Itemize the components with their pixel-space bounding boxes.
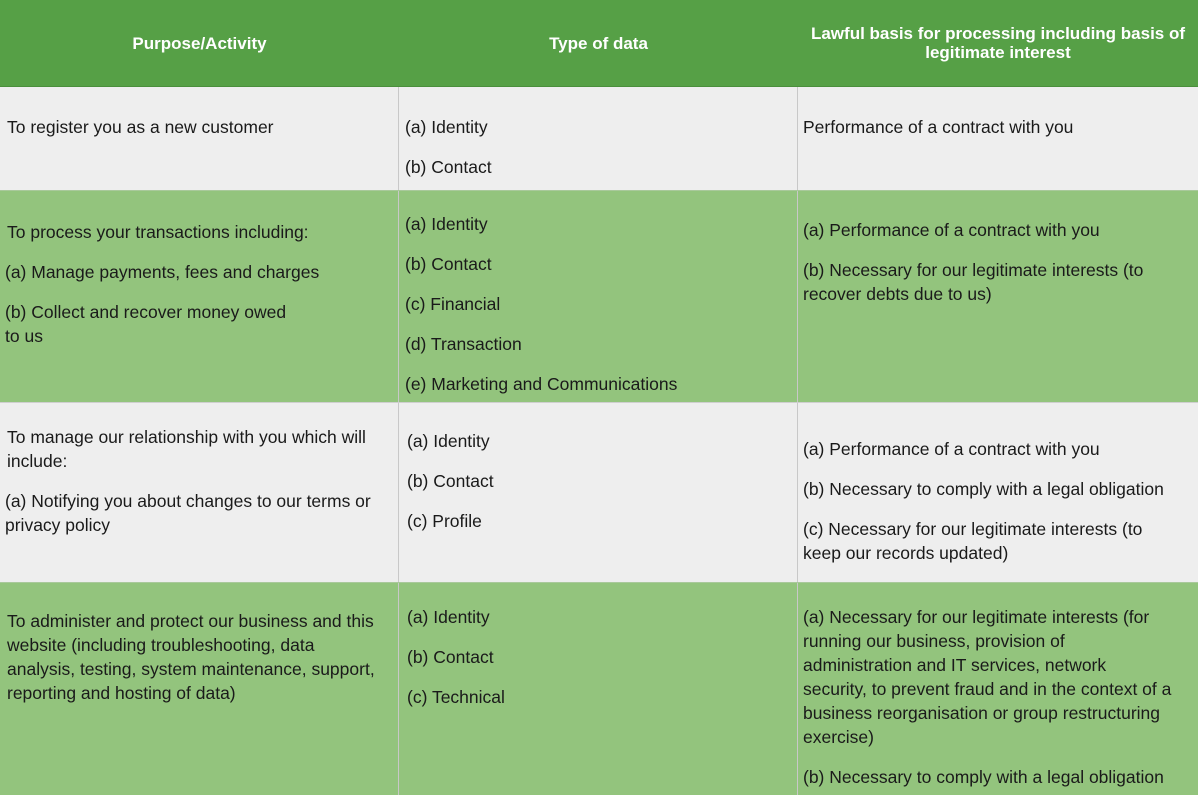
data-type-identity: (a) Identity bbox=[407, 607, 490, 627]
basis-text: (a) Performance of a contract with you bbox=[803, 439, 1100, 459]
basis-text-continued: security, to prevent fraud and in the context of a bbox=[803, 679, 1172, 699]
data-type-identity: (a) Identity bbox=[405, 214, 488, 234]
purpose-cell bbox=[0, 583, 399, 795]
data-type-contact: (b) Contact bbox=[407, 471, 494, 491]
data-type-identity: (a) Identity bbox=[405, 117, 488, 137]
purpose-text: To process your transactions including: bbox=[7, 222, 309, 242]
basis-text: (a) Performance of a contract with you bbox=[803, 220, 1100, 240]
header-lawful-basis bbox=[798, 0, 1198, 86]
purpose-subitem-continued: privacy policy bbox=[5, 515, 111, 535]
table-header bbox=[0, 0, 1198, 87]
header-type-of-data bbox=[399, 0, 798, 86]
basis-text-continued: running our business, provision of bbox=[803, 631, 1065, 651]
data-type-cell bbox=[399, 191, 798, 402]
basis-text-continued: business reorganisation or group restructuring bbox=[803, 703, 1160, 723]
data-type-technical: (c) Technical bbox=[407, 687, 505, 707]
data-type-contact: (b) Contact bbox=[405, 157, 492, 177]
header-basis-line-1: Lawful basis for processing including basis of bbox=[810, 24, 1186, 43]
basis-cell bbox=[798, 87, 1198, 190]
basis-text-continued: exercise) bbox=[803, 727, 874, 747]
purpose-text: To administer and protect our business and this bbox=[7, 611, 374, 631]
data-type-contact: (b) Contact bbox=[407, 647, 494, 667]
table-row-administer bbox=[0, 582, 1198, 795]
basis-cell bbox=[798, 583, 1198, 795]
basis-text-continued: administration and IT services, network bbox=[803, 655, 1107, 675]
basis-text: (c) Necessary for our legitimate interests (to bbox=[803, 519, 1143, 539]
basis-cell bbox=[798, 191, 1198, 402]
purpose-text-continued: website (including troubleshooting, data bbox=[7, 635, 315, 655]
basis-cell bbox=[798, 403, 1198, 582]
purpose-cell bbox=[0, 191, 399, 402]
basis-text: (b) Necessary to comply with a legal obligation bbox=[803, 479, 1164, 499]
data-type-cell bbox=[399, 403, 798, 582]
data-type-marketing: (e) Marketing and Communications bbox=[405, 374, 678, 394]
purpose-text-continued: include: bbox=[7, 451, 68, 471]
purpose-subitem: (a) Notifying you about changes to our terms or bbox=[5, 491, 371, 511]
basis-text: (b) Necessary to comply with a legal obligation bbox=[803, 767, 1164, 787]
purpose-text-continued: reporting and hosting of data) bbox=[7, 683, 236, 703]
purpose-subitem: (a) Manage payments, fees and charges bbox=[5, 262, 320, 282]
data-type-cell bbox=[399, 87, 798, 190]
purpose-text-continued: analysis, testing, system maintenance, support, bbox=[7, 659, 375, 679]
basis-text-continued: recover debts due to us) bbox=[803, 284, 992, 304]
header-purpose-activity bbox=[0, 0, 399, 86]
table-row-relationship bbox=[0, 402, 1198, 582]
purpose-cell bbox=[0, 87, 399, 190]
basis-text: (a) Necessary for our legitimate interests (for bbox=[803, 607, 1150, 627]
header-type-label: Type of data bbox=[549, 33, 648, 53]
basis-text: (b) Necessary for our legitimate interests (to bbox=[803, 260, 1144, 280]
basis-text: Performance of a contract with you bbox=[803, 117, 1074, 137]
data-type-cell bbox=[399, 583, 798, 795]
purpose-text: To manage our relationship with you which will bbox=[7, 427, 366, 447]
data-type-financial: (c) Financial bbox=[405, 294, 501, 314]
purpose-text: To register you as a new customer bbox=[7, 117, 274, 137]
header-purpose-label: Purpose/Activity bbox=[132, 33, 267, 53]
purpose-subitem-continued: to us bbox=[5, 326, 43, 346]
table-row-transactions bbox=[0, 190, 1198, 402]
data-type-transaction: (d) Transaction bbox=[405, 334, 522, 354]
table-row-register bbox=[0, 87, 1198, 190]
data-type-profile: (c) Profile bbox=[407, 511, 482, 531]
header-basis-line-2: legitimate interest bbox=[925, 43, 1071, 62]
purpose-subitem: (b) Collect and recover money owed bbox=[5, 302, 287, 322]
data-type-contact: (b) Contact bbox=[405, 254, 492, 274]
purpose-cell bbox=[0, 403, 399, 582]
basis-text-continued: keep our records updated) bbox=[803, 543, 1009, 563]
data-type-identity: (a) Identity bbox=[407, 431, 490, 451]
